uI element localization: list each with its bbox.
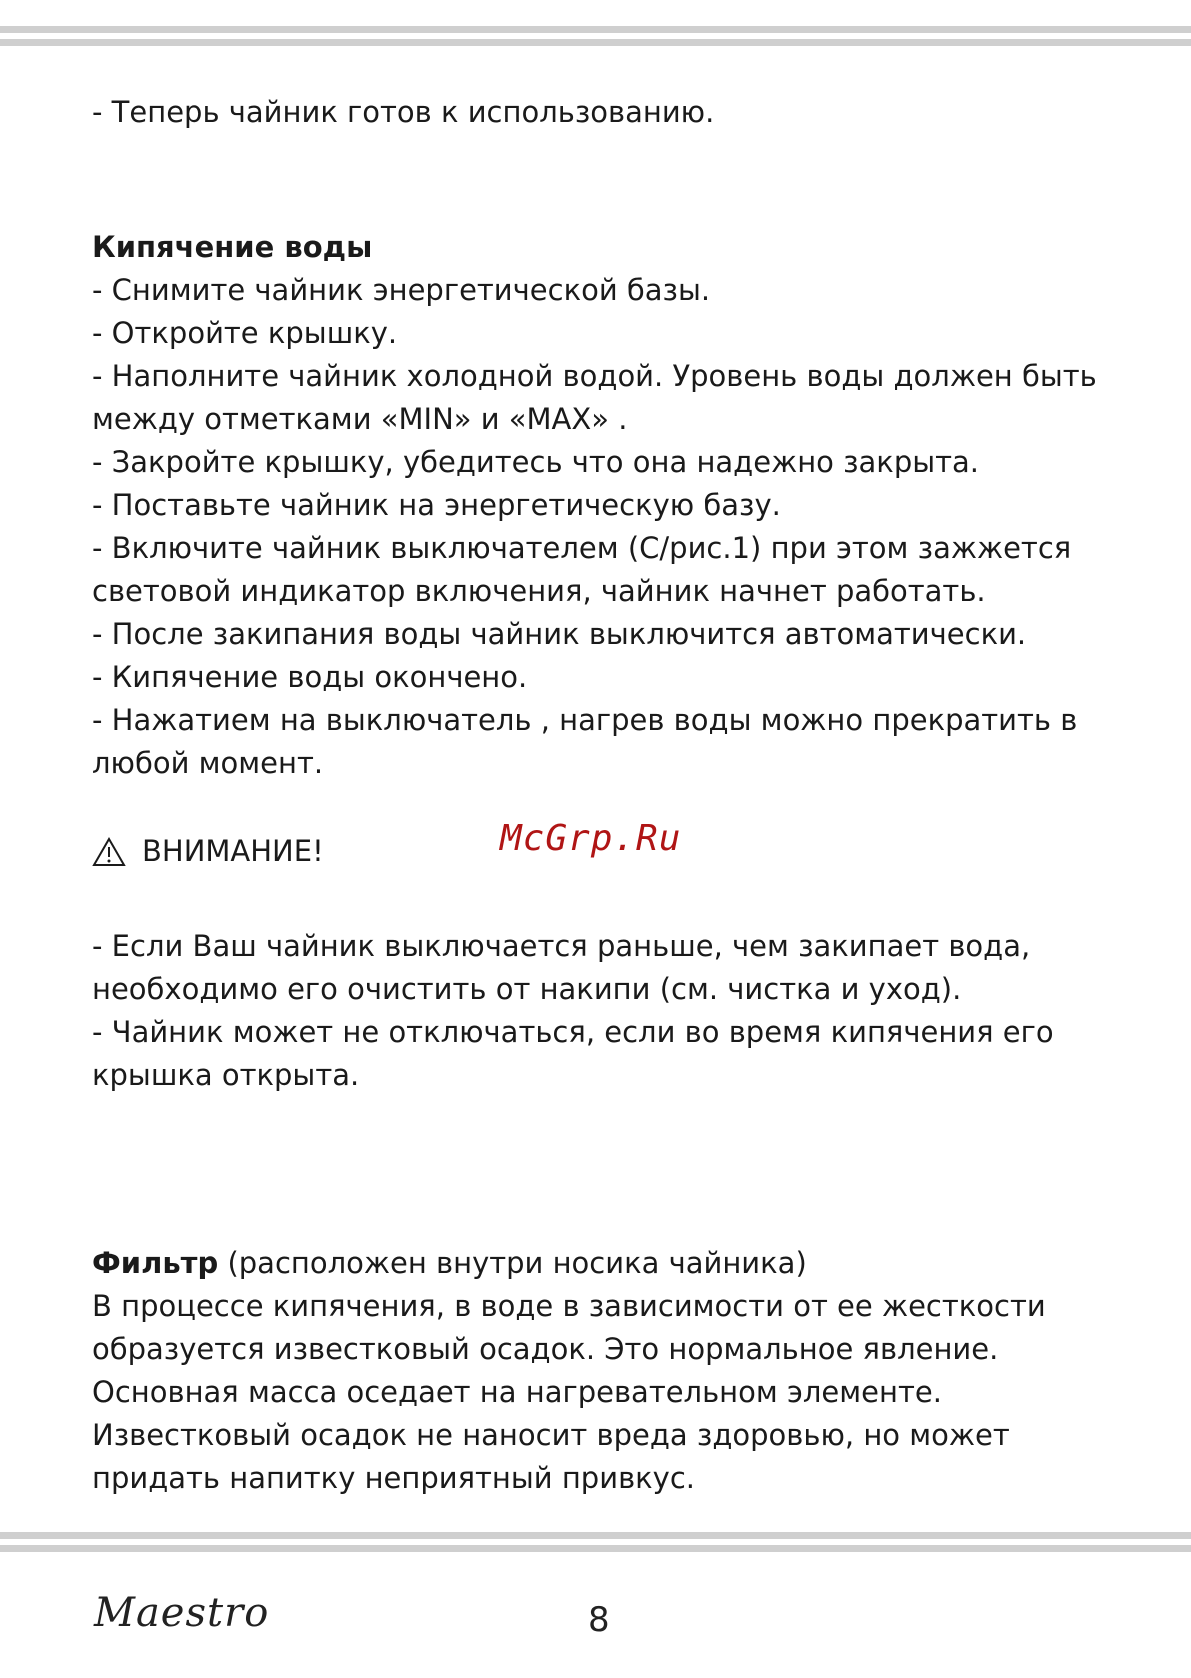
boiling-heading: Кипячение воды xyxy=(92,230,373,264)
boiling-line: между отметками «MIN» и «MAX» . xyxy=(92,402,628,436)
rule-line xyxy=(0,1532,1191,1539)
intro-line: - Теперь чайник готов к использованию. xyxy=(92,95,715,129)
intro-section xyxy=(92,91,1122,134)
rule-line xyxy=(0,39,1191,46)
boiling-line: любой момент. xyxy=(92,746,324,780)
filter-heading-line xyxy=(92,1242,1122,1285)
filter-line: образуется известковый осадок. Это нормальное явление. xyxy=(92,1332,999,1366)
brand-logo: Maestro xyxy=(94,1590,270,1636)
boiling-section xyxy=(92,226,1122,785)
filter-heading-note: (расположен внутри носика чайника) xyxy=(218,1246,807,1280)
watermark: McGrp.Ru xyxy=(500,818,682,859)
boiling-line: - Снимите чайник энергетической базы. xyxy=(92,273,711,307)
warning-line: необходимо его очистить от накипи (см. чистка и уход). xyxy=(92,972,962,1006)
rule-line xyxy=(0,1545,1191,1552)
filter-section xyxy=(92,1242,1122,1500)
filter-line: придать напитку неприятный привкус. xyxy=(92,1461,695,1495)
boiling-line: - Кипячение воды окончено. xyxy=(92,660,528,694)
boiling-line: - Закройте крышку, убедитесь что она надежно закрыта. xyxy=(92,445,980,479)
warning-title-text: ВНИМАНИЕ! xyxy=(142,834,324,868)
boiling-line: - Поставьте чайник на энергетическую базу. xyxy=(92,488,781,522)
warning-triangle-icon xyxy=(92,837,126,867)
filter-line: Основная масса оседает на нагревательном элементе. xyxy=(92,1375,942,1409)
filter-heading: Фильтр xyxy=(92,1246,219,1280)
boiling-line: - Нажатием на выключатель , нагрев воды можно прекратить в xyxy=(92,703,1078,737)
boiling-line: - Наполните чайник холодной водой. Уровень воды должен быть xyxy=(92,359,1097,393)
boiling-line: - Откройте крышку. xyxy=(92,316,398,350)
rule-line xyxy=(0,26,1191,33)
filter-line: В процессе кипячения, в воде в зависимости от ее жесткости xyxy=(92,1289,1046,1323)
warning-title xyxy=(92,830,324,873)
bottom-decorative-rules xyxy=(0,1532,1191,1552)
boiling-line: - Включите чайник выключателем (C/рис.1) при этом зажжется xyxy=(92,531,1072,565)
boiling-line: - После закипания воды чайник выключится автоматически. xyxy=(92,617,1027,651)
page-number: 8 xyxy=(588,1600,610,1640)
warning-line: - Если Ваш чайник выключается раньше, чем закипает вода, xyxy=(92,929,1031,963)
warning-line: крышка открыта. xyxy=(92,1058,360,1092)
top-decorative-rules xyxy=(0,26,1191,46)
filter-line: Известковый осадок не наносит вреда здоровью, но может xyxy=(92,1418,1010,1452)
warning-section xyxy=(92,925,1122,1097)
boiling-line: световой индикатор включения, чайник начнет работать. xyxy=(92,574,986,608)
warning-line: - Чайник может не отключаться, если во время кипячения его xyxy=(92,1015,1054,1049)
